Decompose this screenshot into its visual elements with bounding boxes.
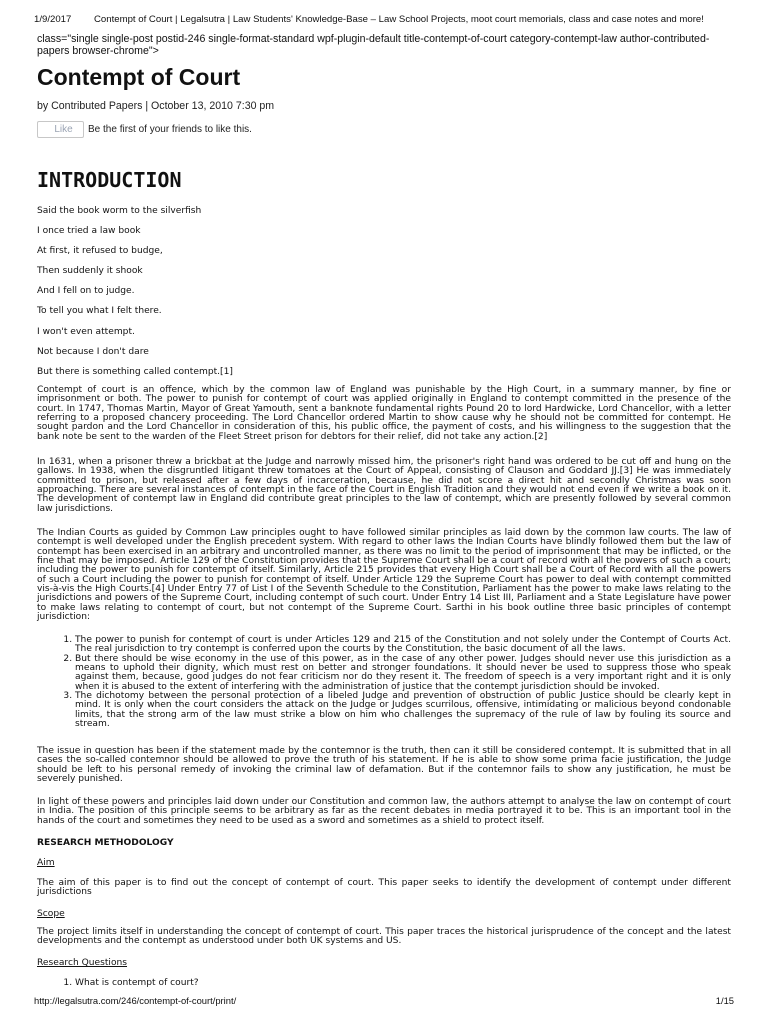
- principle-item: 1. The power to punish for contempt of court is under Articles 129 and 215 of the Constitution and not solely under the Contempt of Courts Act. The real jurisdiction to try contempt is conferred upon the courts by the Constitution, the basic document of all the laws.: [75, 636, 731, 655]
- paragraph-text: In light of these powers and principles laid down under our Constitution and common law, the authors attempt to analyse the law on contempt of court in India. The position of this principle seems to be arbitrary as far as the recent debates in media portrayed it to be. This is an important tool in the hands of the court and sometimes they need to be used as a sword and sometimes as a shield to protect itself.: [37, 797, 731, 826]
- scope-text: The project limits itself in understanding the concept of contempt of court. This paper traces the historical jurisprudence of the concept and the latest developments and the contempt as understood under both UK systems and US.: [37, 927, 731, 947]
- paragraph-england-history: [37, 386, 731, 442]
- print-footer: [34, 995, 734, 1006]
- paragraph-1631-incident: [37, 458, 731, 514]
- scope-heading: Scope: [37, 909, 65, 919]
- research-methodology-heading: RESEARCH METHODOLOGY: [37, 838, 174, 848]
- paragraph-authors-intent: [37, 798, 731, 826]
- print-url: http://legalsutra.com/246/contempt-of-court/print/: [34, 995, 237, 1006]
- scope-section: [37, 928, 731, 947]
- principle-item: 3. The dichotomy between the personal protection of a libeled Judge and prevention of obstruction of public Justice should be clearly kept in mind. It is only when the court considers the attack on the Judge or Judges scurrilous, offensive, intimidating or malicious beyond condonable limits, that the strong arm of the law must strike a blow on him who challenges the supremacy of the rule of law by fouling its source and stream.: [75, 692, 731, 729]
- like-prompt-text: Be the first of your friends to like this.: [88, 124, 252, 135]
- leaked-markup-text: class="single single-post postid-246 single-format-standard wpf-plugin-default title-contempt-of-court category-contempt-law author-contributed-papers browser-chrome">: [37, 33, 710, 57]
- aim-heading: Aim: [37, 858, 55, 868]
- poem-line: Not because I don't dare: [37, 346, 149, 357]
- paragraph-indian-courts: [37, 529, 731, 622]
- poem-line: And I fell on to judge.: [37, 286, 135, 297]
- aim-section: [37, 879, 731, 898]
- paragraph-truth-defence: [37, 747, 731, 784]
- principle-item: 2. But there should be wise economy in the use of this power, as in the case of any other power. Judges should never use this jurisdiction as a means to uphold their dignity, which must rest on better and stronger foundations. It should never be used to suppress those who speak against them, because, good judges do not fear criticism nor do they resent it. The freedom of speech is a very important right and it is only when it is abused to the extent of interfering with the administration of justice that the contempt jurisdiction should be invoked.: [75, 655, 731, 692]
- page-number: 1/15: [715, 995, 734, 1006]
- aim-text: The aim of this paper is to find out the concept of contempt of court. This paper seeks to identify the development of contempt under different jurisdictions: [37, 878, 731, 898]
- introduction-heading: INTRODUCTION: [37, 168, 182, 192]
- poem-line: But there is something called contempt.[1]: [37, 366, 233, 377]
- paragraph-text: The issue in question has been if the statement made by the contemnor is the truth, then can it still be considered contempt. It is submitted that in all cases the so-called contemnor should be allowed to prove the truth of his statement. If he is able to show some prima facie justification, the Judge should be left to his personal remedy of invoking the criminal law of defamation. But if the contemnor fails to show any justification, he must be severely punished.: [37, 746, 731, 785]
- poem-line: At first, it refused to budge,: [37, 246, 163, 257]
- poem-line: I once tried a law book: [37, 226, 141, 237]
- principles-list: [58, 636, 731, 729]
- article-byline: by Contributed Papers | October 13, 2010 7:30 pm: [37, 100, 275, 112]
- like-button[interactable]: Like: [37, 121, 84, 138]
- poem-line: To tell you what I felt there.: [37, 306, 162, 317]
- poem-line: Then suddenly it shook: [37, 266, 143, 277]
- paragraph-text: Contempt of court is an offence, which by the common law of England was punishable by the High Court, in a summary manner, by fine or imprisonment or both. The power to punish for contempt of court was applied originally in England to contempt committed in the presence of the court. In 1747, Thomas Martin, Mayor of Great Yamouth, sent a banknote fundamental rights Pound 20 to lord Hardwicke, Lord Chancellor, with a letter referring to a proposed chancery proceeding. The Lord Chancellor ordered Martin to show cause why he should not be committed for contempt. He sought pardon and the Lord Chancellor in consideration of this, his public office, the payment of costs, and his willingness to the suggestion that the bank note be sent to the warden of the Fleet Street prison for debtors for their relief, did not take any action.[2]: [37, 385, 731, 442]
- poem: [37, 205, 233, 386]
- poem-line: Said the book worm to the silverfish: [37, 206, 202, 216]
- research-questions-list: [58, 978, 199, 988]
- print-header: [34, 14, 734, 26]
- poem-line: I won't even attempt.: [37, 326, 135, 337]
- print-date: 1/9/2017: [34, 14, 72, 25]
- article-title: Contempt of Court: [37, 64, 241, 90]
- facebook-like-widget: [37, 121, 252, 138]
- research-questions-heading: Research Questions: [37, 958, 128, 968]
- print-page-title: Contempt of Court | Legalsutra | Law Students' Knowledge-Base – Law School Projects, moot court memorials, class and case notes and more!: [94, 14, 704, 25]
- paragraph-text: The Indian Courts as guided by Common Law principles ought to have followed similar principles as laid down by the common law courts. The law of contempt is well developed under the English precedent system. With regard to other laws the Indian Courts have blindly followed them but the law of contempt has been exercised in an arbitrary and uncontrolled manner, as there was no limit to the period of imprisonment that may be inflicted, or the fine that may be imposed. Article 129 of the Constitution provides that the Supreme Court shall be a court of record with all the powers of such a court; including the power to punish for contempt of itself. Similarly, Article 215 provides that every High Court shall be a Court of Record with all the powers of such a Court including the power to punish for contempt of itself. Under Article 129 the Supreme Court has power to deal with contempt committed vis-à-vis the High Courts.[4] Under Entry 77 of List I of the Seventh Schedule to the Constitution, Parliament has the power to make laws relating to the jurisdictions and powers of the Supreme Court, including contempt of such court. Under Entry 14 List III, Parliament and a State Legislature have power to make laws relating to contempt of court, but not contempt of the Supreme Court. Sarthi in his book outline three basic principles of contempt jurisdiction:: [37, 528, 731, 623]
- research-question: 1. What is contempt of court?: [75, 978, 199, 988]
- paragraph-text: In 1631, when a prisoner threw a brickbat at the Judge and narrowly missed him, the prisoner's right hand was ordered to be cut off and hung on the gallows. In 1938, when the disgruntled litigant threw tomatoes at the Court of Appeal, consisting of Clauson and Goddard JJ.[3] He was immediately committed to prison, but released after a few days of incarceration, because, he did not score a direct hit and secondly Christmas was soon approaching. There are several instances of contempt in the face of the Court in English Tradition and they would not end even if we write a book on it. The development of contempt law in England did contribute great principles to the law of contempt, which are presently followed by several common law jurisdictions.: [37, 457, 731, 514]
